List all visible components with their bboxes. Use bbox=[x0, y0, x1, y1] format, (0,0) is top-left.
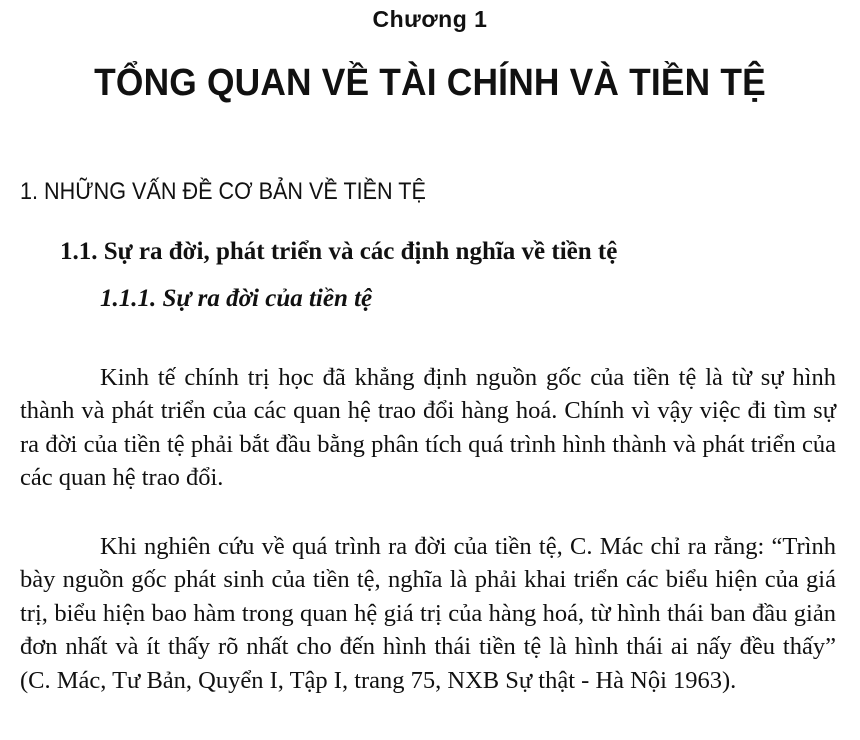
chapter-label: Chương 1 bbox=[372, 6, 488, 32]
subsubsection-heading: 1.1.1. Sự ra đời của tiền tệ bbox=[100, 285, 373, 312]
subsection-heading: 1.1. Sự ra đời, phát triển và các định nghĩa về tiền tệ bbox=[60, 238, 618, 265]
section-heading: 1. NHỮNG VẤN ĐỀ CƠ BẢN VỀ TIỀN TỆ bbox=[20, 178, 426, 205]
body-paragraph: Khi nghiên cứu về quá trình ra đời của tiền tệ, C. Mác chỉ ra rằng: “Trình bày nguồn gốc phát sinh của tiền tệ, nghĩa là phải khai triển các biểu hiện của giá trị, biểu hiện bao hàm trong quan hệ giá trị của hàng hoá, từ hình thái ban đầu giản đơn nhất và ít thấy rõ nhất cho đến hình thái tiền tệ là hình thái ai nấy đều thấy” (C. Mác, Tư Bản, Quyển I, Tập I, trang 75, NXB Sự thật - Hà Nội 1963). bbox=[20, 532, 836, 694]
body-paragraph: Kinh tế chính trị học đã khẳng định nguồn gốc của tiền tệ là từ sự hình thành và phát triển của các quan hệ trao đổi hàng hoá. Chính vì vậy việc đi tìm sự ra đời của tiền tệ phải bắt đầu bằng phân tích quá trình hình thành và phát triển của các quan hệ trao đổi. bbox=[20, 363, 836, 491]
chapter-title: TỔNG QUAN VỀ TÀI CHÍNH VÀ TIỀN TỆ bbox=[94, 62, 766, 104]
